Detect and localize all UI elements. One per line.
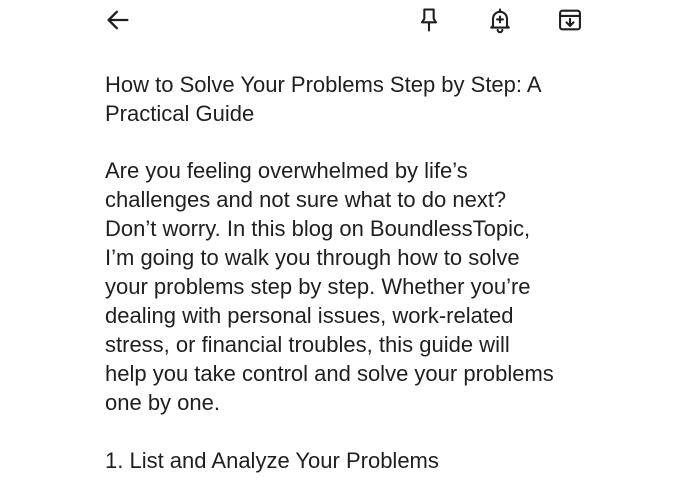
title-line: Practical Guide	[105, 101, 255, 126]
pin-icon	[415, 6, 443, 34]
paragraph-line: one by one.	[105, 390, 220, 415]
section-heading-text: 1. List and Analyze Your Problems	[105, 448, 439, 473]
pin-button[interactable]	[413, 4, 445, 36]
bell-plus-icon	[486, 6, 514, 34]
paragraph-line: stress, or financial troubles, this guide will	[105, 332, 510, 357]
note-content[interactable]	[105, 70, 605, 504]
paragraph-line: Are you feeling overwhelmed by life’s	[105, 158, 468, 183]
add-reminder-button[interactable]	[484, 4, 516, 36]
archive-button[interactable]	[554, 4, 586, 36]
paragraph-line: I’m going to walk you through how to solve	[105, 245, 520, 270]
paragraph-line: help you take control and solve your problems	[105, 361, 554, 386]
section-heading	[105, 446, 605, 475]
back-button[interactable]	[102, 4, 134, 36]
paragraph-line: your problems step by step. Whether you’re	[105, 274, 531, 299]
paragraph-line: dealing with personal issues, work-related	[105, 303, 514, 328]
arrow-left-icon	[104, 6, 132, 34]
note-body[interactable]	[105, 156, 605, 475]
paragraph-line: Don’t worry. In this blog on BoundlessTopic,	[105, 216, 531, 241]
archive-icon	[556, 6, 584, 34]
note-toolbar	[0, 0, 680, 44]
note-title[interactable]	[105, 70, 605, 128]
paragraph-line: challenges and not sure what to do next?	[105, 187, 507, 212]
title-line: How to Solve Your Problems Step by Step: A	[105, 72, 541, 97]
note-paragraph	[105, 156, 605, 417]
